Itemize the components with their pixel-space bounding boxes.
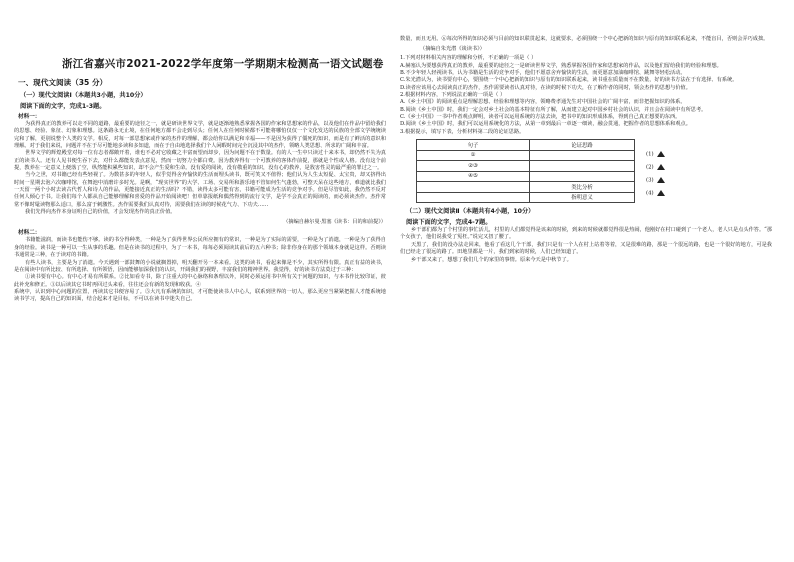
instruction: 阅读下面的文字，完成1-3题。 <box>20 103 106 110</box>
paragraph: 乡干部又来了，想想了我们几个的家里的事情。原来今天是中秋节了。 <box>411 256 572 263</box>
source-note: （摘编自朱光潜《谈读书》） <box>420 46 485 53</box>
left-column <box>14 0 386 304</box>
table-header: 句子 <box>417 140 530 151</box>
analysis-table-area <box>400 139 772 203</box>
option: C.朱光潜认为，读书要有中心，要围绕一个中心把新的知识与原有的知识联系起来，读书重在质量而不在数量，好的读书方法在于有选择、有系统。 <box>400 77 738 84</box>
table-cell: ④⑤ <box>417 171 530 182</box>
material-label: 材料二： <box>18 230 41 237</box>
table-cell: 类比分析 <box>530 182 635 193</box>
paragraph: 有些人读书，主要是为了消遣。今天遇到一部鼓舞的小说就搁置掉，明天翻开另一本来看。这类的读书，看起来像是不少，其实所得有限。真正有益的读书，是在阅读中有所比较、有所选择、有所领悟，因而能够加深我们的认识，开阔我们的视野，丰富我们的精神世界。我觉得，好的读书方法莫过于三种： <box>14 259 386 273</box>
paragraph: 系统中，认识到中心问题的位置，再读其它书便容易了。⑤大凡有系统的知识，才可能使读书人中心人，联系到世界的一切人，那么更应当紧紧把握人才能系统地读书学习，提高自己的知识面，结合起来才是目标，不可以在读书中迷失自己。 <box>14 288 386 303</box>
paragraph: 我们先得向杰作本身证明自己的价值，才会发现杰作的真正价值。 <box>25 209 176 216</box>
slot-label: (2) <box>646 164 654 171</box>
page-title: 浙江省嘉兴市2021-2022学年度第一学期期末检测高一语文试题卷 <box>62 58 384 70</box>
question: 2.根据材料内容，下列说法正确的一项是（ ） <box>400 92 506 99</box>
option: C.《乡土中国》一书中作者观点鲜明，读者可以运用系统的方法去读，把书中的知识形成体系，得到自己真正想要的东西。 <box>400 114 681 121</box>
part-heading: （一）现代文阅读Ⅰ（本题共3小题，共10分） <box>20 92 147 99</box>
table-header: 论证思路 <box>530 140 635 151</box>
option: A.《乡土中国》的阅读重点是理解思想、经验和理想等内容，领略费孝通先生对中国社会的广阔丰富，而非把握知识的体系。 <box>400 99 686 106</box>
slot-label: (4) <box>646 190 654 197</box>
paragraph: ①读书要有中心。有中心才易有所联系。②比如看专书，除了注重大的中心脉络和条理以外，同时必须运用书中所有关于问题的知识，与本书作比较印证，彼此补充和修正。③以后读其它书时再回过头来看，往往还会有新的发现和收获。④ <box>14 274 386 288</box>
question: 3.根据提示，填写下表，分析材料第二段的论证思路。 <box>400 128 525 135</box>
answer-slot <box>646 177 665 184</box>
paragraph: 世界文学的辉煌殿堂对每一位有志者都敞开着，谁也不必对它收藏之丰富而望而却步，因为问题不在于数量。有的人一生中只读过十来本书，却仍然不失为真正的读书人。还有人见书便生吞下去，对什么都能发表点意见，然而一切努力全都白费。因为教养得有一个可教养的客体作前提，那就是个性或人格。没有这个前提，教养在一定意义上便落了空，纵然能积累些知识，却不会产生爱和生命。没有爱的阅读，没有敬重的知识，没有心的教养，是戕害性灵的最严重的罪过之一。 <box>14 150 386 172</box>
triangle-icon <box>657 164 665 170</box>
option: B.阅读《乡土中国》时，我们一定会对乡土社会的基本特征有所了解，从而建立起对中国乡村社会的认识，并且会在阅读中有所思考。 <box>400 106 707 113</box>
part-heading: （二）现代文阅读Ⅱ（本题共有4小题，10分） <box>406 208 535 216</box>
material-label: 材料一： <box>18 114 41 120</box>
paragraph: 乡干部们都为了个村里的事忙活儿，村里的人们都觉得是该来的时候，到来的时候就都觉得很是热闹，他刚好在村口碰到了一个老人，老人只是点头作答。“那个女孩子，他们说我受了冤枉。”说完又扭了腰了。 <box>400 227 772 241</box>
paragraph: 天黑了，我们的没办法走回来，他看了看这几个干部，我们只是有一个人在村上站着等着，又是很难的路，那是一个很远的路，也是一个很好的地方，可是我们已经走了很远的路了。田地里都是一片，我们到家的时候，人们已经知道了。 <box>400 241 772 256</box>
slot-label: (1) <box>646 151 654 158</box>
table-cell: ②③ <box>417 161 530 172</box>
table-cell <box>530 171 635 182</box>
option: B.不少年轻人轻视读书，认为书籍是生活的竞争对手，他们不愿意舍弃愉快的生活，而更愿意加油咖啡馆、跳舞等轻松活动。 <box>400 70 686 77</box>
paragraph: 数量，而且无用。⑥每次所得的知识必须与目前的知识联贯起来，这就要求，必须围绕一个中心把新的知识与原有的知识联系起来，不能盲目，否则会弄巧成拙。 <box>400 36 769 42</box>
question: 1.下列对材料相关内容的理解和分析，不正确的一项是（ ） <box>400 55 537 62</box>
analysis-table <box>416 139 635 203</box>
option: A.赫塞认为要想获得真正的教养，最重要的途径之一是研读世界文学，熟悉掌握各国作家和思想家的作品，以及他们留给我们的经验和理想。 <box>400 62 722 69</box>
paragraph: 为获得真正的教养可以走不同的道路，最重要的途径之一，就是研读世界文学，就是逐渐地熟悉掌握各国的作家和思想家的作品，以及他们在作品中留给我们的思想、经验、象征、幻象和理想。这条路永无止境，在任何地方都不会走到尽头；任何人在任何时候都不可能将哪怕仅仅一个文化发达的民族的全部文学统统读完和了解，更别说整个人类的文学。相反，对每一部思想家或作家的杰作的理解，都会给你以满足和幸福——不是因为获得了僵死的知识，而是有了鲜活的意识和理解。对于我们来说，问题并不在于尽可能地多读和多知道，而在于自由地选择我们个人闲暇时间完全沉浸其中的杰作，领略人类思想、所求的广阔和丰富。 <box>14 121 386 150</box>
section-heading: 一、现代文阅读（35 分） <box>18 78 108 87</box>
slot-label: (3) <box>646 177 654 184</box>
table-cell <box>530 161 635 172</box>
table-cell: 指明意义 <box>530 192 635 203</box>
paragraph: 当今之世，对书籍已经有些轻视了。为数甚多的年轻人，似乎觉得舍弃愉快的生活而埋头读书，既可笑又不值得；他们认为人生太短促、太宝贵，却又挤得出时间一星期去泡六次咖啡馆，在舞池中消磨许多时光。是啊，“现实世界”的大学、工场、交易所和游乐地不管如何生气蓬勃，可整天呆在这些地方，难道就比我们一天留一两个小时去读古代哲人和诗人的作品，更能接近真正的生活吗？不错，读得太多可能有害，书籍可能成为生活的竞争对手。但是尽管如此，我仍然不反对任何人倾心于书。让我们每个人都从自己能够理解和喜爱的作品开始阅读吧！但单靠报纸和偶然得到的流行文学，是学不会真正的阅读的，而必须读杰作。杰作常常不像时髦读物那么适口，那么富于刺激性。杰作需要我们认真对待，需要我们在读的时候花气力、下功夫…… <box>14 172 386 208</box>
option: D.阅读《乡土中国》时，我们可以运用系统化的方法，从第一章到最后一章逐一细读，融会贯通，把握作者的思想体系和观点。 <box>400 121 691 128</box>
answer-slot <box>646 164 665 171</box>
triangle-icon <box>657 177 665 183</box>
table-cell: ① <box>417 150 530 161</box>
triangle-icon <box>657 190 665 196</box>
answer-slot <box>646 151 665 158</box>
answer-slot <box>646 190 665 197</box>
paragraph: 书籍能滋润，而读书也能伤不够。读的书分得种类，一种是为了获得世界公民所应拥有的常识，一种是为了实际的需要，一种是为了消遣，一种是为了获得自身的经验。读书是一种可以一生从事的乐趣。但是在读书的过程中，为了一本书，每每必须阅读其前后的五六种书；除非你身在的那个领域本身就是这样。否则读书通常是三种，在于读对的书籍。 <box>14 237 386 259</box>
table-cell <box>417 192 530 203</box>
source-note: （摘编自赫尔曼·黑塞《读书：目的和前提》） <box>283 219 386 226</box>
table-cell <box>417 182 530 193</box>
option: D.读者应该用心去阅读真正的杰作，杰作需要读者认真对待，在读的时候下功夫，在了解作者的同时，领会杰作的思想与价值。 <box>400 84 691 91</box>
instruction: 阅读下面的文字，完成4-7题。 <box>406 219 492 227</box>
triangle-icon <box>657 151 665 157</box>
right-column <box>400 36 772 264</box>
table-cell <box>530 150 635 161</box>
